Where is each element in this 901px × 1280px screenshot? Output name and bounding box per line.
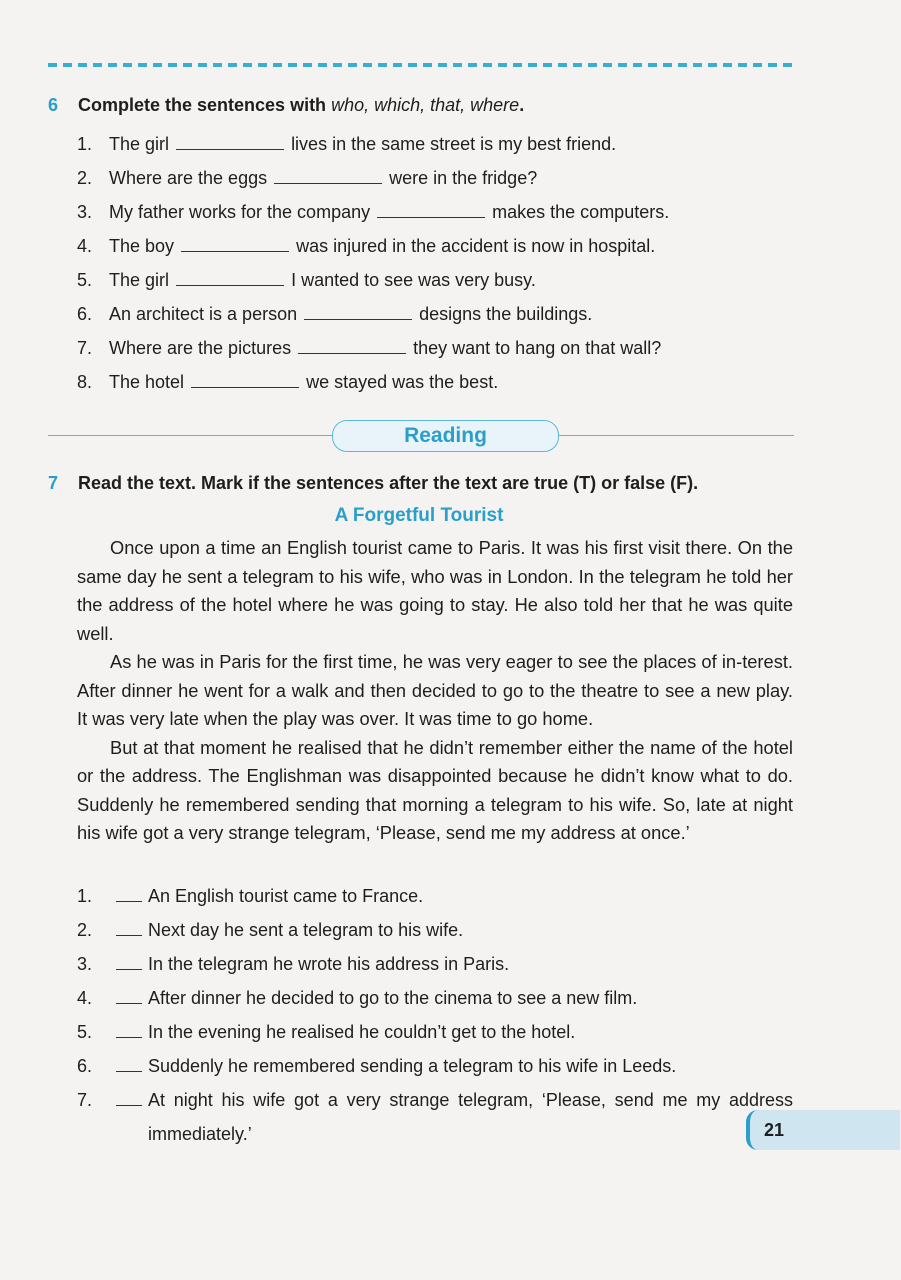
statement-text: In the evening he realised he couldn’t get to the hotel. [148,1022,576,1042]
story-title: A Forgetful Tourist [334,505,504,526]
instruction-words: who, which, that, where [331,95,520,115]
item-text-before: Where are the pictures [109,338,292,358]
item-number: 1. [77,134,93,154]
answer-blank[interactable] [176,133,284,150]
page-number-tab [746,1110,900,1150]
story-paragraph: Once upon a time an English tourist came to Paris. It was his first visit there. On the same day he sent a telegram to his wife, who was in London. In the telegram he told her the address of the hotel where he was going to stay. He also told her that he was quite well. [77,537,793,644]
section-label: Reading [332,420,559,452]
answer-blank[interactable] [176,269,284,286]
item-number: 3. [77,954,93,974]
list-item [77,981,793,1015]
statement-text: Next day he sent a telegram to his wife. [148,920,464,940]
list-item [77,367,797,401]
instruction-end: . [519,95,525,115]
answer-blank[interactable] [377,201,485,218]
item-text-before: The boy [109,236,175,256]
item-number: 2. [77,920,93,940]
answer-blank[interactable] [298,337,406,354]
answer-blank[interactable] [110,947,148,981]
answer-blank[interactable] [110,981,148,1015]
answer-blank[interactable] [110,1015,148,1049]
item-number: 5. [77,270,93,290]
list-item [77,1083,793,1151]
item-text-after: we stayed was the best. [306,372,499,392]
statement-text: Suddenly he remembered sending a telegram to his wife in Leeds. [148,1056,677,1076]
answer-blank[interactable] [191,371,299,388]
exercise-number: 7 [48,473,59,493]
page-number: 21 [764,1120,785,1140]
item-number: 8. [77,372,93,392]
list-item [77,913,793,947]
answer-blank[interactable] [304,303,412,320]
answer-blank[interactable] [274,167,382,184]
answer-blank[interactable] [181,235,289,252]
list-item [77,197,797,231]
statement-text: In the telegram he wrote his address in Paris. [148,954,510,974]
reading-section-header [48,420,794,452]
true-false-list [77,879,793,1151]
list-item [77,879,793,913]
statement-text: After dinner he decided to go to the cinema to see a new film. [148,988,638,1008]
item-number: 1. [77,886,93,906]
item-number: 6. [77,304,93,324]
story-paragraph: As he was in Paris for the first time, he was very eager to see the places of in-terest. After dinner he went for a walk and then decided to go to the theatre to see a new play. It was very late when the play was over. It was time to go home. [77,651,793,729]
item-number: 4. [77,236,93,256]
item-number: 5. [77,1022,93,1042]
exercise-number: 6 [48,95,59,115]
item-text-after: were in the fridge? [389,168,538,188]
list-item [77,1015,793,1049]
item-number: 2. [77,168,93,188]
statement-text: An English tourist came to France. [148,886,424,906]
item-text-before: My father works for the company [109,202,371,222]
item-text-before: The hotel [109,372,185,392]
item-text-after: lives in the same street is my best friend. [291,134,617,154]
instruction-text: Complete the sentences with [78,95,327,115]
item-text-after: they want to hang on that wall? [413,338,662,358]
exercise-6-list [77,129,797,401]
answer-blank[interactable] [110,1049,148,1083]
item-number: 3. [77,202,93,222]
item-number: 6. [77,1056,93,1076]
item-number: 7. [77,338,93,358]
item-text-before: The girl [109,270,170,290]
dotted-divider [48,63,794,67]
item-text-after: was injured in the accident is now in hospital. [296,236,656,256]
list-item [77,265,797,299]
story-paragraph: But at that moment he realised that he didn’t remember either the name of the hotel or the address. The Englishman was disappointed because he didn’t know what to do. Suddenly he remembered sending that morning a telegram to his wife. So, late at night his wife got a very strange telegram, ‘Please, send me my address at once.’ [77,736,793,843]
list-item [77,231,797,265]
item-number: 7. [77,1090,93,1110]
list-item [77,299,797,333]
item-text-after: I wanted to see was very busy. [291,270,536,290]
item-text-before: Where are the eggs [109,168,268,188]
list-item [77,163,797,197]
statement-text: At night his wife got a very strange telegram, ‘Please, send me my address immediately.’ [148,1090,793,1144]
item-text-before: An architect is a person [109,304,298,324]
answer-blank[interactable] [110,913,148,947]
exercise-7-instruction [48,472,698,494]
list-item [77,129,797,163]
item-text-before: The girl [109,134,170,154]
list-item [77,1049,793,1083]
instruction-text: Read the text. Mark if the sentences after the text are true (T) or false (F). [78,473,699,493]
list-item [77,947,793,981]
exercise-6-instruction [48,94,524,116]
item-text-after: designs the buildings. [419,304,593,324]
item-number: 4. [77,988,93,1008]
item-text-after: makes the computers. [492,202,670,222]
list-item [77,333,797,367]
answer-blank[interactable] [110,879,148,913]
story-text [77,534,793,848]
answer-blank[interactable] [110,1083,148,1151]
